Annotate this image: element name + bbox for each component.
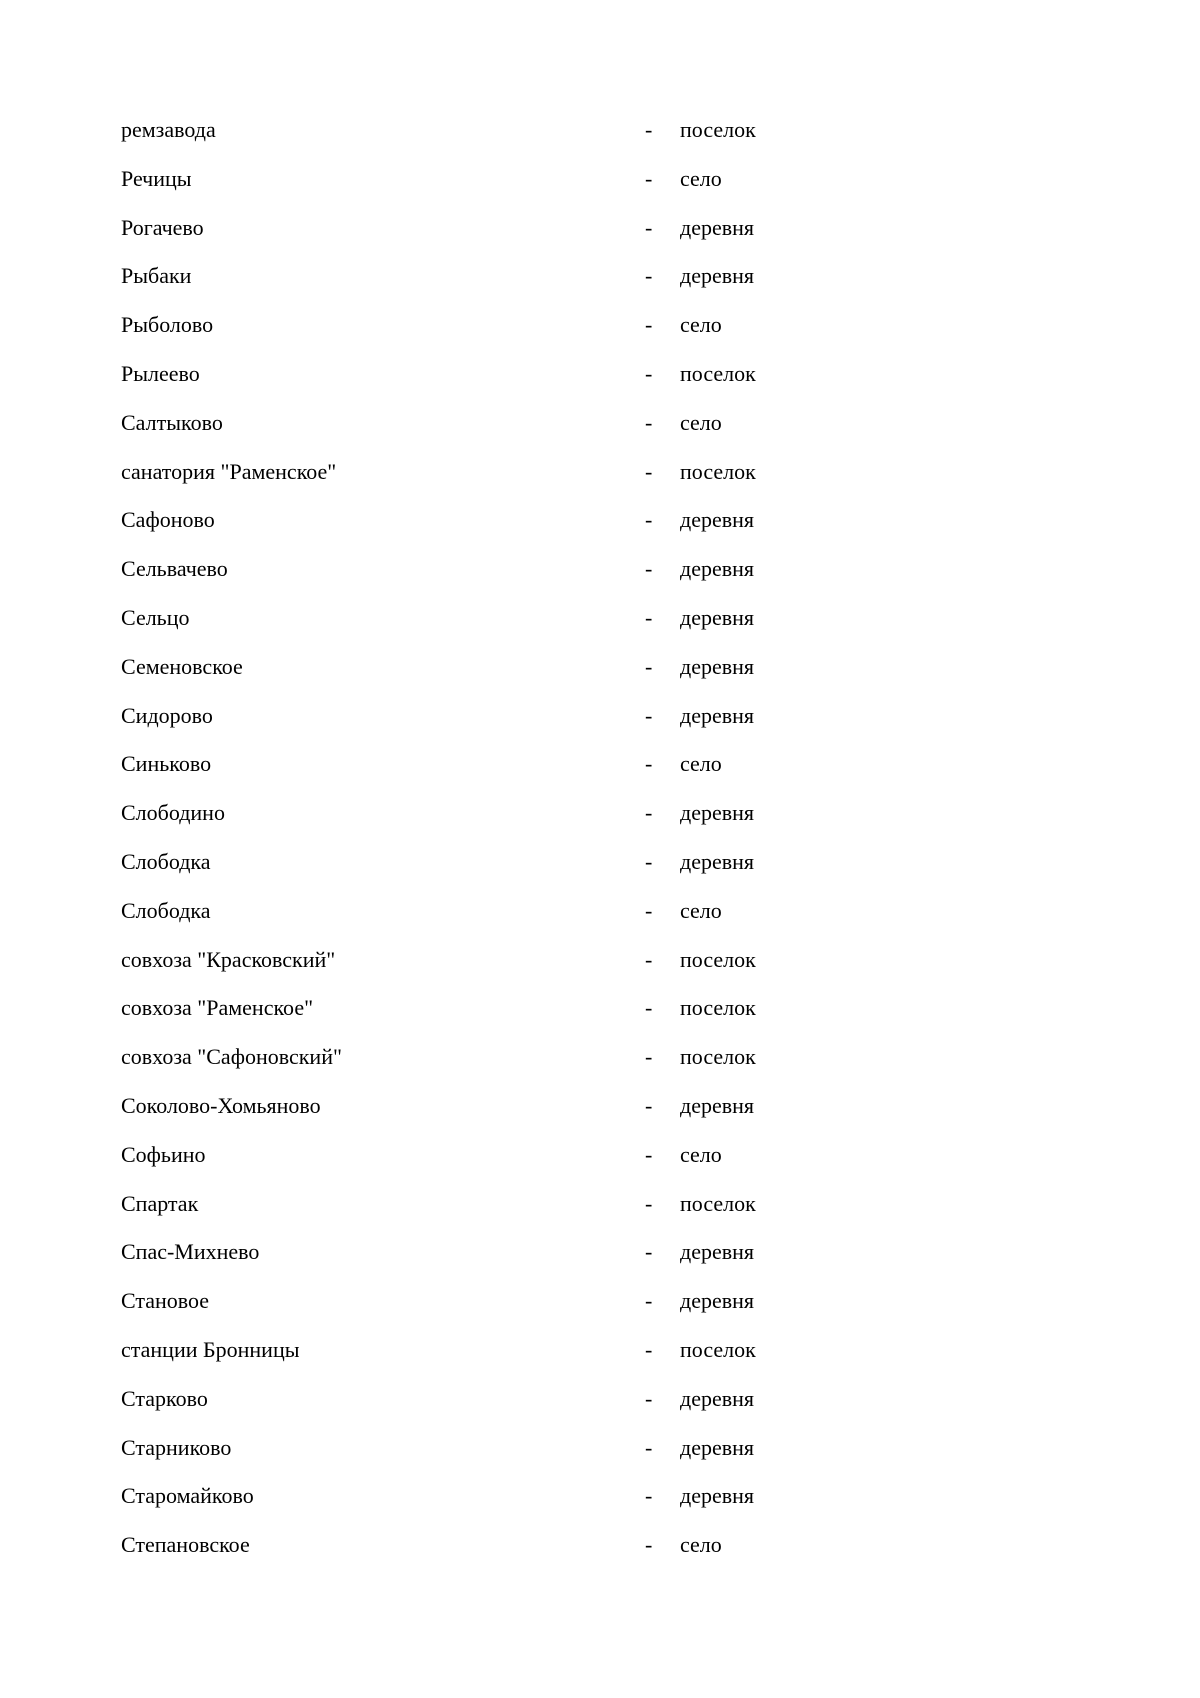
separator-dash: - xyxy=(645,1044,653,1070)
separator-dash: - xyxy=(645,751,653,777)
settlement-name: Спас-Михнево xyxy=(121,1239,260,1265)
separator-dash: - xyxy=(645,897,653,923)
settlement-type: деревня xyxy=(680,653,755,679)
separator-dash: - xyxy=(645,800,653,826)
separator-dash: - xyxy=(645,604,653,630)
separator-dash: - xyxy=(645,507,653,533)
separator-dash: - xyxy=(645,1434,653,1460)
separator-dash: - xyxy=(645,1239,653,1265)
separator-dash: - xyxy=(645,1141,653,1167)
separator-dash: - xyxy=(645,214,653,240)
separator-dash: - xyxy=(645,458,653,484)
settlement-type: деревня xyxy=(680,1385,755,1411)
list-item xyxy=(121,936,1021,985)
list-item xyxy=(121,1033,1021,1082)
separator-dash: - xyxy=(645,848,653,874)
settlement-name: совхоза "Раменское" xyxy=(121,995,314,1021)
settlement-name: ремзавода xyxy=(121,117,216,142)
settlement-type: деревня xyxy=(680,1434,755,1460)
separator-dash: - xyxy=(645,702,653,728)
list-item xyxy=(121,1326,1021,1375)
separator-dash: - xyxy=(645,165,653,191)
settlement-type: поселок xyxy=(680,946,756,972)
list-item xyxy=(121,301,1021,350)
list-item xyxy=(121,155,1021,204)
separator-dash: - xyxy=(645,556,653,582)
settlement-name: Становое xyxy=(121,1288,210,1314)
separator-dash: - xyxy=(645,1092,653,1118)
settlement-type: деревня xyxy=(680,604,755,630)
settlement-type: деревня xyxy=(680,800,755,826)
list-item xyxy=(121,106,1021,155)
settlement-type: деревня xyxy=(680,507,755,533)
settlement-type: поселок xyxy=(680,117,756,142)
separator-dash: - xyxy=(645,1532,653,1558)
settlement-name: станции Бронницы xyxy=(121,1336,300,1362)
list-item xyxy=(121,350,1021,399)
settlement-type: село xyxy=(680,897,722,923)
separator-dash: - xyxy=(645,653,653,679)
settlement-name: совхоза "Красковский" xyxy=(121,946,336,972)
list-item xyxy=(121,887,1021,936)
settlement-type: поселок xyxy=(680,360,756,386)
list-item xyxy=(121,399,1021,448)
list-item xyxy=(121,789,1021,838)
settlement-name: Речицы xyxy=(121,165,192,191)
settlement-type: село xyxy=(680,165,722,191)
separator-dash: - xyxy=(645,312,653,338)
settlement-type: село xyxy=(680,1532,722,1558)
settlement-name: Сидорово xyxy=(121,702,213,728)
list-item xyxy=(121,1082,1021,1131)
list-item xyxy=(121,1424,1021,1473)
settlement-type: село xyxy=(680,1141,722,1167)
settlement-name: Рыболово xyxy=(121,312,214,338)
list-item xyxy=(121,1521,1021,1570)
list-item xyxy=(121,740,1021,789)
settlement-type: село xyxy=(680,312,722,338)
list-item xyxy=(121,594,1021,643)
list-item xyxy=(121,838,1021,887)
settlement-name: Синьково xyxy=(121,751,212,777)
list-item xyxy=(121,1131,1021,1180)
list-item xyxy=(121,496,1021,545)
list-item xyxy=(121,252,1021,301)
settlement-name: Слободка xyxy=(121,848,211,874)
separator-dash: - xyxy=(645,117,653,142)
settlement-type: поселок xyxy=(680,995,756,1021)
settlement-name: Рыбаки xyxy=(121,263,192,289)
settlement-name: Сельвачево xyxy=(121,556,228,582)
settlement-name: Сельцо xyxy=(121,604,190,630)
settlement-name: совхоза "Сафоновский" xyxy=(121,1044,342,1070)
settlement-name: Семеновское xyxy=(121,653,243,679)
list-item xyxy=(121,692,1021,741)
settlement-name: Рогачево xyxy=(121,214,204,240)
settlement-name: Сафоново xyxy=(121,507,215,533)
settlement-name: Салтыково xyxy=(121,409,223,435)
settlement-type: деревня xyxy=(680,1092,755,1118)
settlement-name: Старково xyxy=(121,1385,208,1411)
list-item xyxy=(121,1228,1021,1277)
separator-dash: - xyxy=(645,263,653,289)
list-item xyxy=(121,1180,1021,1229)
settlement-type: деревня xyxy=(680,1288,755,1314)
settlement-type: деревня xyxy=(680,263,755,289)
list-item xyxy=(121,1472,1021,1521)
settlement-type: поселок xyxy=(680,1336,756,1362)
list-item xyxy=(121,545,1021,594)
separator-dash: - xyxy=(645,409,653,435)
settlement-type: деревня xyxy=(680,848,755,874)
settlement-type: поселок xyxy=(680,1190,756,1216)
settlement-name: Слободка xyxy=(121,897,211,923)
settlement-name: Старомайково xyxy=(121,1483,254,1509)
settlement-type: село xyxy=(680,409,722,435)
settlement-type: село xyxy=(680,751,722,777)
settlement-name: Слободино xyxy=(121,800,225,826)
settlement-list xyxy=(121,106,1021,1570)
list-item xyxy=(121,1375,1021,1424)
settlement-name: Спартак xyxy=(121,1190,199,1216)
separator-dash: - xyxy=(645,360,653,386)
settlement-name: Старниково xyxy=(121,1434,232,1460)
separator-dash: - xyxy=(645,1190,653,1216)
list-item xyxy=(121,204,1021,253)
separator-dash: - xyxy=(645,1336,653,1362)
list-item xyxy=(121,448,1021,497)
settlement-type: деревня xyxy=(680,702,755,728)
list-item xyxy=(121,1277,1021,1326)
separator-dash: - xyxy=(645,1385,653,1411)
settlement-type: поселок xyxy=(680,1044,756,1070)
settlement-type: деревня xyxy=(680,1483,755,1509)
separator-dash: - xyxy=(645,1288,653,1314)
separator-dash: - xyxy=(645,946,653,972)
settlement-type: поселок xyxy=(680,458,756,484)
separator-dash: - xyxy=(645,1483,653,1509)
separator-dash: - xyxy=(645,995,653,1021)
list-item xyxy=(121,984,1021,1033)
settlement-type: деревня xyxy=(680,556,755,582)
list-item xyxy=(121,643,1021,692)
settlement-type: деревня xyxy=(680,1239,755,1265)
settlement-name: санатория "Раменское" xyxy=(121,458,337,484)
settlement-type: деревня xyxy=(680,214,755,240)
settlement-name: Софьино xyxy=(121,1141,206,1167)
settlement-name: Рылеево xyxy=(121,360,200,386)
settlement-name: Соколово-Хомьяново xyxy=(121,1092,321,1118)
settlement-name: Степановское xyxy=(121,1532,250,1558)
